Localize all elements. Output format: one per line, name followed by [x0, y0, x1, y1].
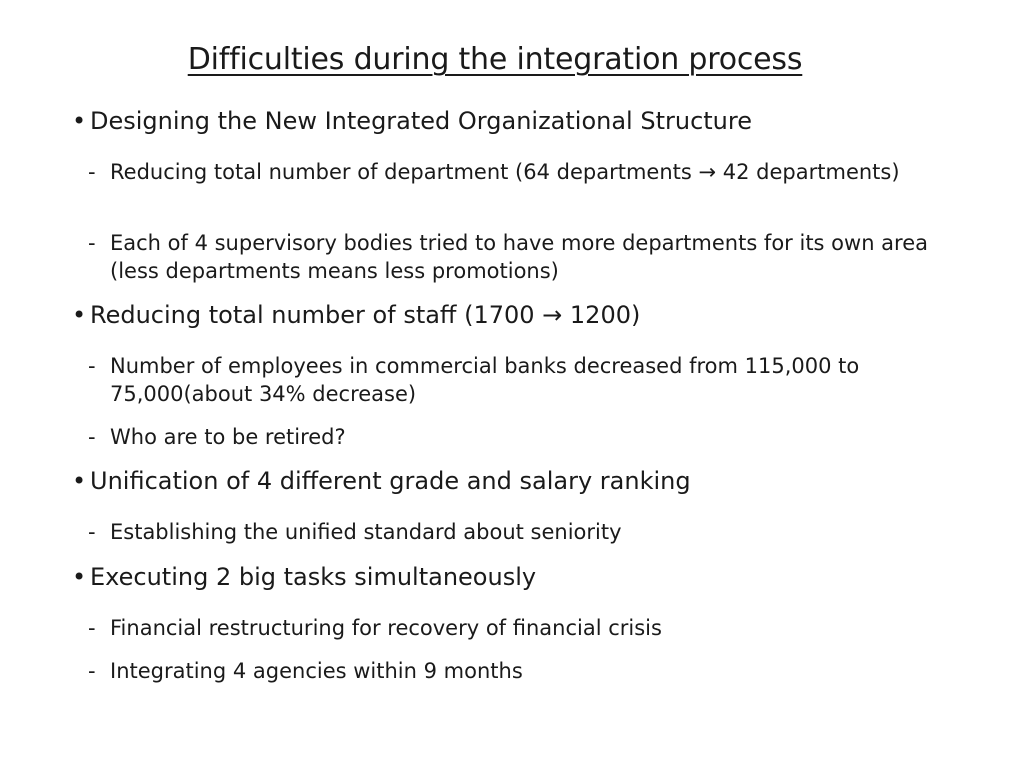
- bullet-executing-tasks: [72, 563, 536, 591]
- slide-title: Difficulties during the integration process: [187, 42, 803, 77]
- bullet-text: Reducing total number of staff (1700 → 1200): [90, 301, 641, 329]
- sub-item-text: Financial restructuring for recovery of financial crisis: [110, 616, 662, 640]
- sub-item-text: Who are to be retired?: [110, 425, 346, 449]
- sub-item-text: Establishing the unified standard about seniority: [110, 520, 622, 544]
- bullet-icon: •: [72, 301, 87, 329]
- dash-icon: -: [88, 231, 96, 255]
- bullet-icon: •: [72, 107, 87, 135]
- sub-item-financial-restructuring: [88, 614, 930, 642]
- bullet-text: Designing the New Integrated Organizational Structure: [90, 107, 752, 135]
- bullet-reducing-staff: [72, 301, 640, 329]
- dash-icon: -: [88, 160, 96, 184]
- sub-item-text: Integrating 4 agencies within 9 months: [110, 659, 523, 683]
- bullet-designing-structure: [72, 107, 752, 135]
- bullet-text: Executing 2 big tasks simultaneously: [90, 563, 537, 591]
- sub-item-supervisory-bodies: [88, 229, 930, 285]
- sub-item-integrating-agencies: [88, 657, 930, 685]
- bullet-icon: •: [72, 467, 87, 495]
- bullet-text: Unification of 4 different grade and salary ranking: [90, 467, 691, 495]
- sub-item-employees-decrease: [88, 352, 930, 408]
- sub-item-retired: [88, 423, 930, 451]
- sub-item-reducing-departments: [88, 158, 930, 186]
- sub-item-text: Each of 4 supervisory bodies tried to have more departments for its own area (less departments means less promotions): [110, 231, 929, 283]
- sub-item-seniority: [88, 518, 930, 546]
- dash-icon: -: [88, 659, 96, 683]
- bullet-unification: [72, 467, 691, 495]
- bullet-icon: •: [72, 563, 87, 591]
- sub-item-text: Number of employees in commercial banks decreased from 115,000 to 75,000(about 34% decrease): [110, 354, 860, 406]
- sub-item-text: Reducing total number of department (64 departments → 42 departments): [110, 160, 900, 184]
- dash-icon: -: [88, 616, 96, 640]
- dash-icon: -: [88, 520, 96, 544]
- dash-icon: -: [88, 354, 96, 378]
- dash-icon: -: [88, 425, 96, 449]
